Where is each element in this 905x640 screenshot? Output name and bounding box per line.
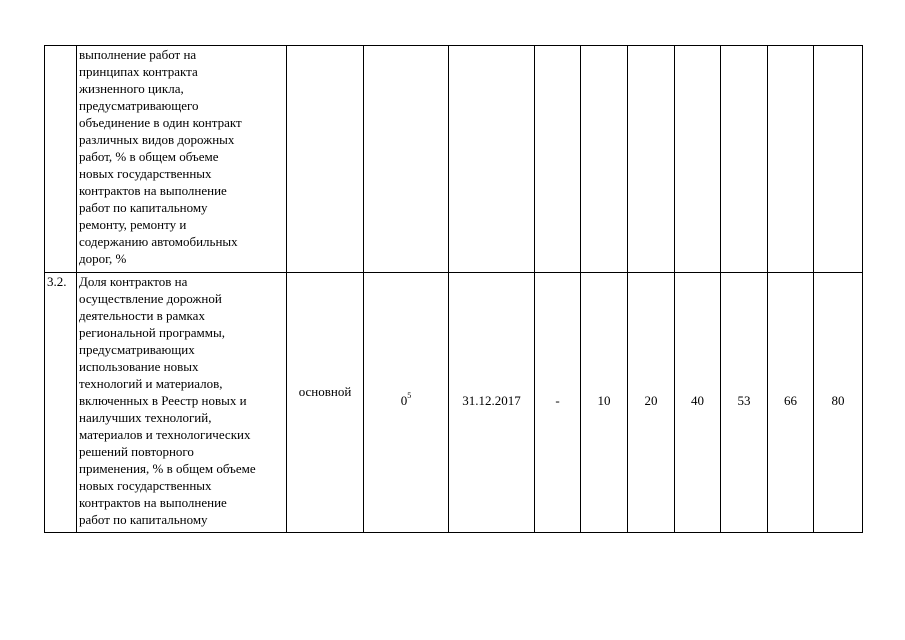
description-line: выполнение работ на [79,47,197,62]
description-line: работ по капитальному [79,200,208,215]
year-value [628,46,675,273]
table-row [45,46,863,273]
indicator-kind [287,46,364,273]
description-line: использование новых [79,359,199,374]
description-line: новых государственных [79,478,212,493]
year-value [721,46,768,273]
description-line: работ по капитальному [79,512,208,527]
description-line: деятельности в рамках [79,308,205,323]
description-line: новых государственных [79,166,212,181]
row-description [77,46,287,273]
year-value [768,46,814,273]
description-line: контрактов на выполнение [79,495,227,510]
year-value: 40 [675,273,721,533]
year-value [814,46,863,273]
row-number: 3.2. [45,273,77,533]
description-line: предусматривающих [79,342,195,357]
description-line: контрактов на выполнение [79,183,227,198]
description-line: материалов и технологических [79,427,251,442]
description-line: работ, % в общем объеме [79,149,219,164]
description-line: жизненного цикла, [79,81,184,96]
description-line: применения, % в общем объеме [79,461,256,476]
year-value: 80 [814,273,863,533]
year-value: 66 [768,273,814,533]
base-date [449,46,535,273]
footnote-marker: 5 [407,390,412,400]
description-line: осуществление дорожной [79,291,222,306]
description-line: принципах контракта [79,64,198,79]
year-value [535,46,581,273]
description-line: объединение в один контракт [79,115,242,130]
description-line: технологий и материалов, [79,376,223,391]
year-value [581,46,628,273]
base-value-number: 0 [400,393,408,408]
year-value: 53 [721,273,768,533]
year-value: - [535,273,581,533]
description-line: дорог, % [79,251,127,266]
description-line: различных видов дорожных [79,132,235,147]
description-line: ремонту, ремонту и [79,217,187,232]
indicator-kind: основной [287,273,364,533]
description-line: предусматривающего [79,98,199,113]
row-number [45,46,77,273]
description-line: содержанию автомобильных [79,234,238,249]
row-description [77,273,287,533]
description-line: включенных в Реестр новых и [79,393,247,408]
description-line: региональной программы, [79,325,225,340]
year-value: 10 [581,273,628,533]
table-row [45,273,863,533]
description-line: наилучших технологий, [79,410,212,425]
base-value [364,273,449,533]
year-value: 20 [628,273,675,533]
base-value [364,46,449,273]
description-line: решений повторного [79,444,194,459]
base-date: 31.12.2017 [449,273,535,533]
year-value [675,46,721,273]
description-line: Доля контрактов на [79,274,188,289]
indicators-table [44,45,863,533]
